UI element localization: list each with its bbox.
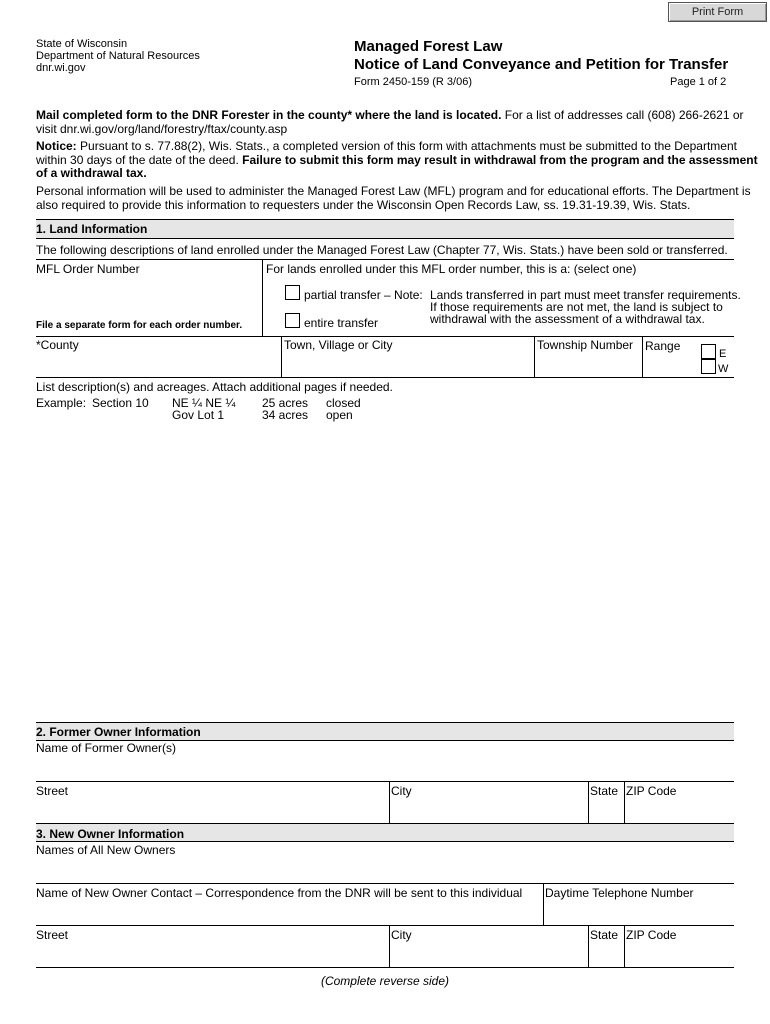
- new-owners-label: Names of All New Owners: [36, 843, 176, 857]
- range-east-checkbox[interactable]: [701, 344, 716, 359]
- separate-form-note: File a separate form for each order number.: [36, 320, 243, 331]
- new-owners-input[interactable]: [36, 858, 734, 882]
- example-acres: 34 acres: [262, 408, 309, 422]
- new-city-input[interactable]: [390, 942, 588, 966]
- former-street-input[interactable]: [36, 798, 389, 822]
- notice-text: Pursuant to s. 77.88(2), Wis. Stats., a completed version of this form with attachments must be submitted to the Department: [80, 139, 737, 153]
- notice-line1: [36, 139, 737, 153]
- divider: [36, 781, 734, 782]
- example-desc: NE ¼ NE ¼: [172, 396, 236, 410]
- agency-website: dnr.wi.gov: [36, 62, 86, 74]
- range-label: Range: [645, 339, 681, 353]
- divider: [36, 336, 734, 337]
- new-street-label: Street: [36, 928, 69, 942]
- partial-note-line1: Lands transferred in part must meet transfer requirements.: [430, 288, 741, 302]
- former-state-input[interactable]: [589, 798, 624, 822]
- partial-transfer-label: partial transfer – Note:: [304, 288, 423, 302]
- former-city-label: City: [391, 784, 412, 798]
- divider: [36, 967, 734, 968]
- divider: [36, 841, 734, 842]
- former-owner-name-input[interactable]: [36, 756, 734, 780]
- partial-transfer-checkbox[interactable]: [285, 285, 300, 300]
- notice-deadline: within 30 days of the date of the deed.: [36, 153, 239, 167]
- divider: [36, 259, 734, 260]
- new-city-label: City: [391, 928, 412, 942]
- section1-heading: 1. Land Information: [36, 222, 148, 236]
- township-label: Township Number: [537, 338, 634, 352]
- mfl-order-label: MFL Order Number: [36, 262, 140, 276]
- divider: [36, 238, 734, 239]
- agency-department: Department of Natural Resources: [36, 50, 200, 62]
- example-status: open: [326, 408, 353, 422]
- page-number: Page 1 of 2: [670, 76, 727, 88]
- divider: [642, 336, 643, 378]
- divider: [36, 925, 734, 926]
- example-acres: 25 acres: [262, 396, 309, 410]
- divider: [36, 377, 734, 378]
- example-status: closed: [326, 396, 361, 410]
- form-number: Form 2450-159 (R 3/06): [354, 76, 472, 88]
- section3-heading: 3. New Owner Information: [36, 827, 185, 841]
- footer-note: (Complete reverse side): [320, 974, 450, 988]
- contact-name-input[interactable]: [36, 900, 543, 924]
- list-instructions: List description(s) and acreages. Attach additional pages if needed.: [36, 380, 393, 394]
- partial-note-line3: withdrawal with the assessment of a withdrawal tax.: [430, 312, 705, 326]
- former-city-input[interactable]: [390, 798, 588, 822]
- new-street-input[interactable]: [36, 942, 389, 966]
- entire-transfer-label: entire transfer: [304, 316, 379, 330]
- section1-description: The following descriptions of land enrolled under the Managed Forest Law (Chapter 77, Wis. Stats.) have been sold or transferred.: [36, 243, 728, 257]
- divider: [262, 259, 263, 337]
- new-zip-input[interactable]: [625, 942, 734, 966]
- section2-heading: 2. Former Owner Information: [36, 725, 201, 739]
- print-form-button[interactable]: Print Form: [668, 2, 767, 22]
- partial-note-line2: If those requirements are not met, the land is subject to: [430, 300, 723, 314]
- example-section: Section 10: [92, 396, 149, 410]
- notice-warning: Failure to submit this form may result in withdrawal from the program and the assessment: [242, 153, 758, 167]
- notice-label: Notice:: [36, 139, 77, 153]
- mail-instructions: [36, 108, 746, 122]
- divider: [36, 883, 734, 884]
- title-line2: Notice of Land Conveyance and Petition for Transfer: [354, 56, 729, 73]
- former-state-label: State: [590, 784, 619, 798]
- former-street-label: Street: [36, 784, 69, 798]
- new-state-label: State: [590, 928, 619, 942]
- title-line1: Managed Forest Law: [354, 38, 503, 55]
- land-description-textarea[interactable]: [36, 424, 734, 720]
- mail-instructions-bold: Mail completed form to the DNR Forester in the county* where the land is located.: [36, 108, 502, 122]
- contact-name-label: Name of New Owner Contact – Correspondence from the DNR will be sent to this individual: [36, 886, 523, 900]
- example-label: Example:: [36, 396, 87, 410]
- new-state-input[interactable]: [589, 942, 624, 966]
- divider: [281, 336, 282, 378]
- range-east-label: E: [719, 348, 727, 360]
- agency-state: State of Wisconsin: [36, 38, 128, 50]
- transfer-type-label: For lands enrolled under this MFL order number, this is a: (select one): [266, 262, 637, 276]
- range-west-label: W: [718, 363, 729, 375]
- divider: [534, 336, 535, 378]
- former-zip-label: ZIP Code: [626, 784, 677, 798]
- former-owner-name-label: Name of Former Owner(s): [36, 741, 177, 755]
- phone-input[interactable]: [544, 900, 734, 924]
- entire-transfer-checkbox[interactable]: [285, 313, 300, 328]
- county-label: *County: [36, 338, 79, 352]
- notice-warning-end: of a withdrawal tax.: [36, 166, 147, 180]
- former-zip-input[interactable]: [625, 798, 734, 822]
- range-west-checkbox[interactable]: [701, 359, 716, 374]
- new-zip-label: ZIP Code: [626, 928, 677, 942]
- phone-label: Daytime Telephone Number: [545, 886, 694, 900]
- town-label: Town, Village or City: [284, 338, 393, 352]
- personal-info-line2: also required to provide this information to requesters under the Wisconsin Open Records Law, ss. 19.31-19.39, Wis. Stats.: [36, 198, 691, 212]
- mail-instructions-phone: For a list of addresses call (608) 266-2621 or: [504, 108, 744, 122]
- notice-line2: [36, 153, 758, 167]
- personal-info-line1: Personal information will be used to administer the Managed Forest Law (MFL) program and for educational efforts. The Department is: [36, 184, 751, 198]
- example-desc: Gov Lot 1: [172, 408, 225, 422]
- mail-instructions-url: visit dnr.wi.gov/org/land/forestry/ftax/county.asp: [36, 122, 288, 136]
